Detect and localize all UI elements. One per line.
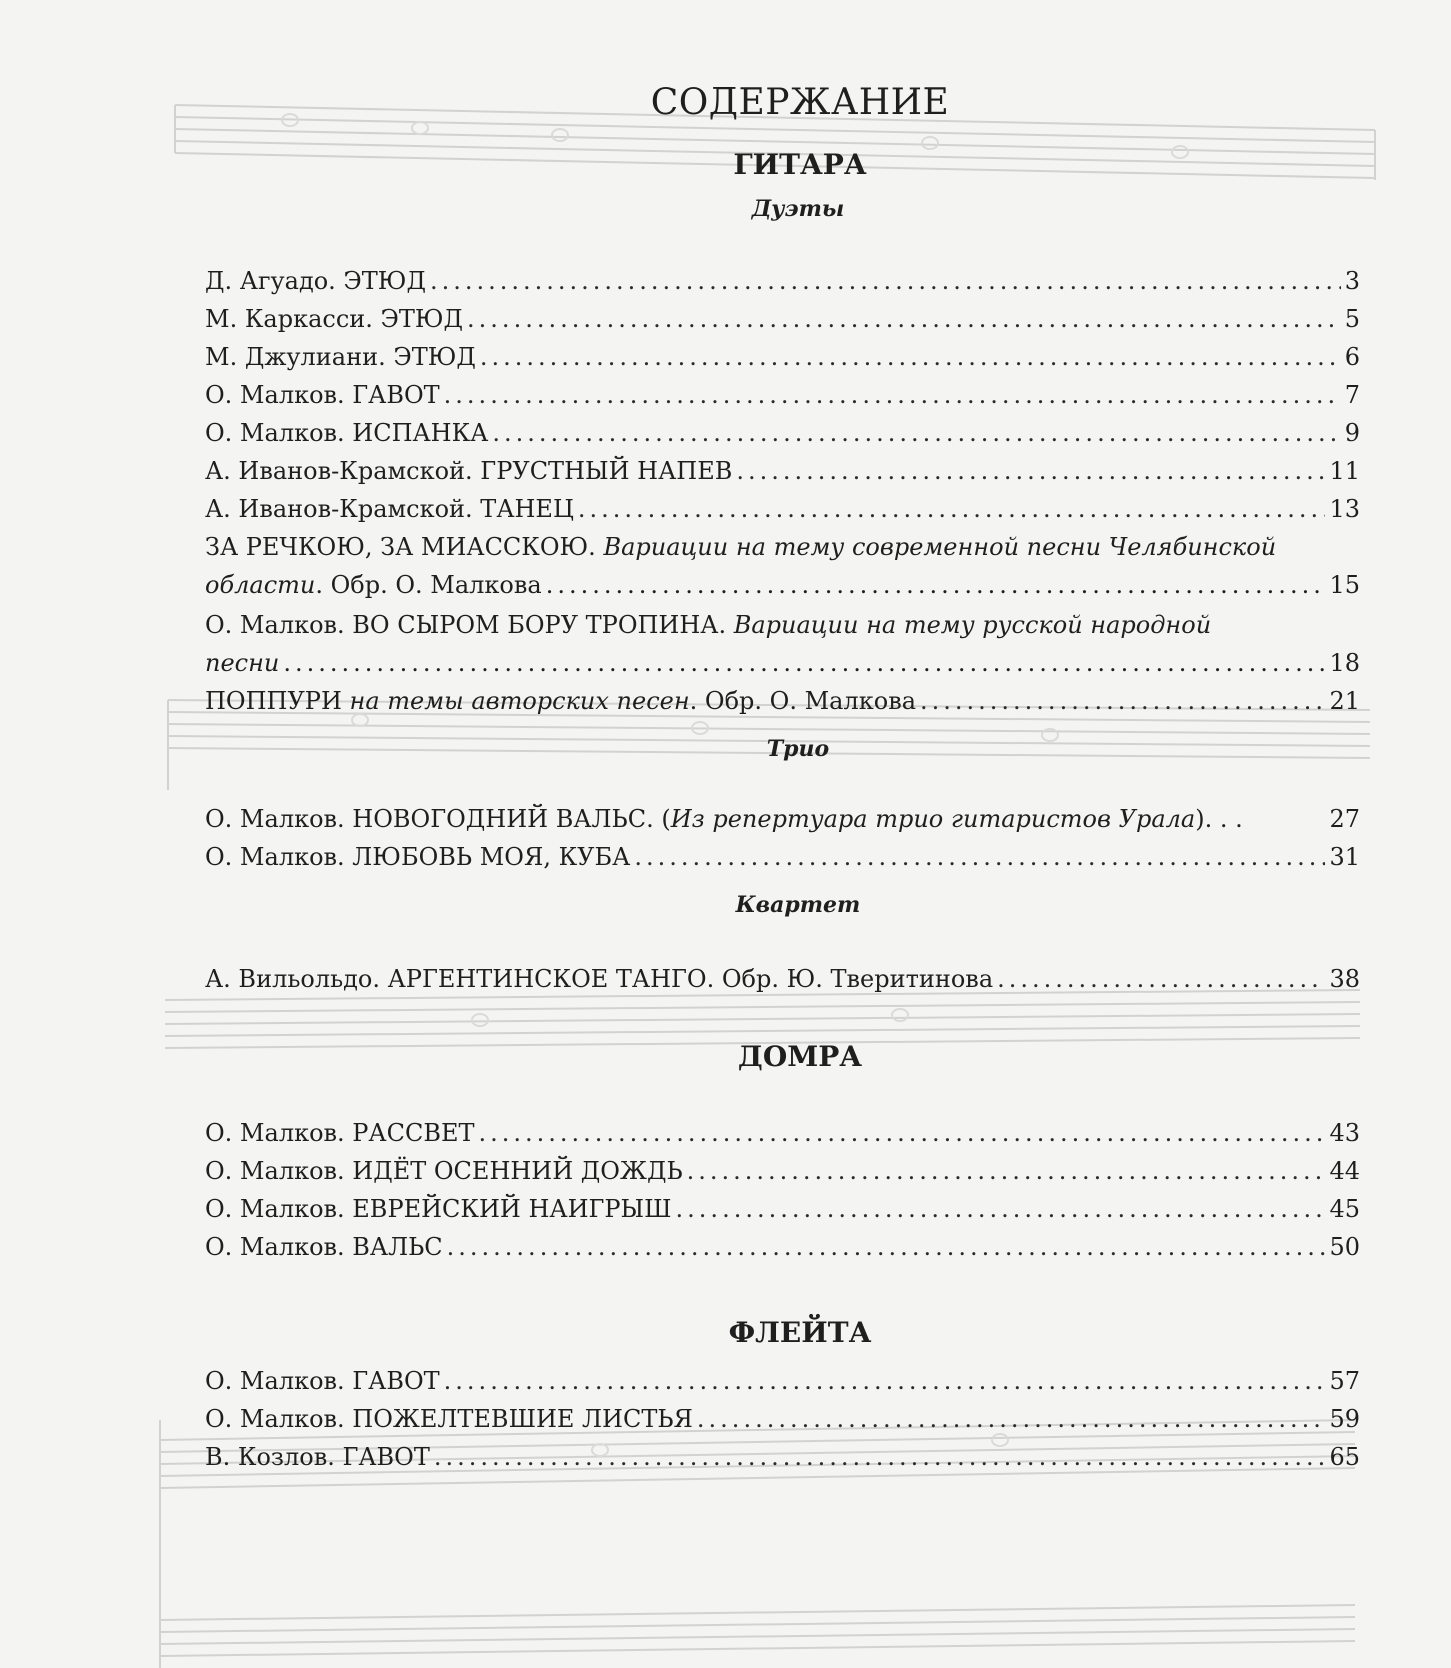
dot-leader	[479, 1114, 1326, 1152]
page-number: 65	[1329, 1443, 1360, 1471]
page-number: 5	[1344, 305, 1360, 333]
toc-entry-title: В. Козлов. ГАВОТ	[205, 1443, 430, 1471]
subheading-quartet: Квартет	[735, 892, 861, 918]
dot-leader	[997, 960, 1325, 998]
dot-leader	[467, 300, 1341, 338]
dot-leader	[634, 838, 1325, 876]
page-number: 3	[1344, 267, 1360, 295]
toc-entry[interactable]	[205, 490, 1360, 528]
toc-entry[interactable]	[205, 1362, 1360, 1400]
page-number: 45	[1329, 1195, 1360, 1223]
section-heading-domra: ДОМРА	[737, 1040, 863, 1073]
dot-leader	[546, 566, 1326, 604]
toc-entry-title: А. Вильольдо. АРГЕНТИНСКОЕ ТАНГО. Обр. Ю. Тверитинова	[205, 965, 994, 993]
toc-entry-title: О. Малков. ЕВРЕЙСКИЙ НАИГРЫШ	[205, 1195, 672, 1223]
page-number: 31	[1329, 843, 1360, 871]
dot-leader	[687, 1152, 1326, 1190]
toc-entry[interactable]	[205, 1438, 1360, 1476]
toc-entry[interactable]	[205, 300, 1360, 338]
page-number: 9	[1344, 419, 1360, 447]
toc-entry-subtitle: на темы авторских песен	[349, 687, 690, 715]
dot-leader	[736, 452, 1325, 490]
dot-leader	[430, 262, 1341, 300]
page-number: 50	[1329, 1233, 1360, 1261]
dot-leader	[444, 376, 1341, 414]
toc-entry-title: Д. Агуадо. ЭТЮД	[205, 267, 426, 295]
dot-leader	[492, 414, 1340, 452]
toc-entry-title: ПОППУРИ	[205, 687, 342, 715]
toc-entry[interactable]	[205, 838, 1360, 876]
toc-entry-subtitle: Вариации на тему современной песни Челябинской	[603, 533, 1277, 561]
toc-entry[interactable]	[205, 1228, 1360, 1266]
toc-entry[interactable]	[205, 800, 1360, 838]
page-number: 44	[1329, 1157, 1360, 1185]
subheading-duets: Дуэты	[751, 196, 845, 222]
page-number: 11	[1329, 457, 1360, 485]
toc-entry-multiline[interactable]	[205, 528, 1360, 604]
dot-leader	[444, 1362, 1326, 1400]
toc-entry-title: О. Малков. ИСПАНКА	[205, 419, 489, 447]
toc-entry-title: О. Малков. РАССВЕТ	[205, 1119, 475, 1147]
toc-entry[interactable]	[205, 414, 1360, 452]
toc-entry-subtitle-cont: песни	[205, 649, 280, 677]
toc-entry-multiline[interactable]	[205, 606, 1360, 682]
page-number: 7	[1344, 381, 1360, 409]
dot-leader	[434, 1438, 1326, 1476]
toc-entry-title: О. Малков. ВАЛЬС	[205, 1233, 443, 1261]
toc-entry[interactable]	[205, 1190, 1360, 1228]
toc-entry[interactable]	[205, 338, 1360, 376]
toc-entry-title: А. Иванов-Крамской. ТАНЕЦ	[205, 495, 574, 523]
toc-entry-title: А. Иванов-Крамской. ГРУСТНЫЙ НАПЕВ	[205, 457, 733, 485]
toc-entry-title: М. Каркасси. ЭТЮД	[205, 305, 464, 333]
dot-leader	[283, 644, 1325, 682]
toc-entry-arranger: . Обр. О. Малкова	[689, 687, 917, 715]
page-number: 6	[1344, 343, 1360, 371]
toc-entry-subtitle-cont: области	[205, 571, 316, 599]
page-number: 43	[1329, 1119, 1360, 1147]
page-number: 38	[1329, 965, 1360, 993]
dot-leader	[480, 338, 1341, 376]
toc-entry[interactable]	[205, 960, 1360, 998]
toc-entry-title: М. Джулиани. ЭТЮД	[205, 343, 476, 371]
page-number: 59	[1329, 1405, 1360, 1433]
toc-entry-subtitle: Вариации на тему русской народной	[733, 611, 1212, 639]
page-number: 21	[1329, 687, 1360, 715]
toc-entry[interactable]	[205, 682, 1360, 720]
toc-entry-title: ЗА РЕЧКОЮ, ЗА МИАССКОЮ.	[205, 533, 596, 561]
dot-leader	[447, 1228, 1326, 1266]
toc-entry-arranger: . Обр. О. Малкова	[315, 571, 542, 599]
toc-entry-title: О. Малков. ГАВОТ	[205, 381, 440, 409]
toc-entry-subtitle: Из репертуара трио гитаристов Урала	[670, 805, 1196, 833]
page-title: СОДЕРЖАНИЕ	[650, 82, 950, 123]
toc-entry[interactable]	[205, 1152, 1360, 1190]
dot-leader	[578, 490, 1326, 528]
toc-entry-title: О. Малков. ИДЁТ ОСЕННИЙ ДОЖДЬ	[205, 1157, 683, 1185]
toc-entry[interactable]	[205, 376, 1360, 414]
toc-entry[interactable]	[205, 1114, 1360, 1152]
section-heading-guitar: ГИТАРА	[733, 148, 867, 181]
toc-entry-title: О. Малков. ЛЮБОВЬ МОЯ, КУБА	[205, 843, 631, 871]
toc-entry-title: О. Малков. ВО СЫРОМ БОРУ ТРОПИНА.	[205, 611, 727, 639]
toc-entry-title: О. Малков. ПОЖЕЛТЕВШИЕ ЛИСТЬЯ	[205, 1405, 693, 1433]
toc-entry-title: О. Малков. ГАВОТ	[205, 1367, 440, 1395]
page-number: 27	[1329, 805, 1360, 833]
toc-entry-title: О. Малков. НОВОГОДНИЙ ВАЛЬС. (	[205, 805, 671, 833]
subheading-trio: Трио	[766, 736, 830, 762]
toc-entry[interactable]	[205, 452, 1360, 490]
dot-leader	[920, 682, 1325, 720]
section-heading-flute: ФЛЕЙТА	[728, 1316, 872, 1349]
page-number: 15	[1329, 571, 1360, 599]
toc-entry[interactable]	[205, 262, 1360, 300]
page-number: 18	[1329, 649, 1360, 677]
toc-entry-tail: ). . .	[1195, 805, 1243, 833]
page-number: 57	[1329, 1367, 1360, 1395]
dot-leader	[697, 1400, 1326, 1438]
toc-entry[interactable]	[205, 1400, 1360, 1438]
page-number: 13	[1329, 495, 1360, 523]
dot-leader	[676, 1190, 1326, 1228]
